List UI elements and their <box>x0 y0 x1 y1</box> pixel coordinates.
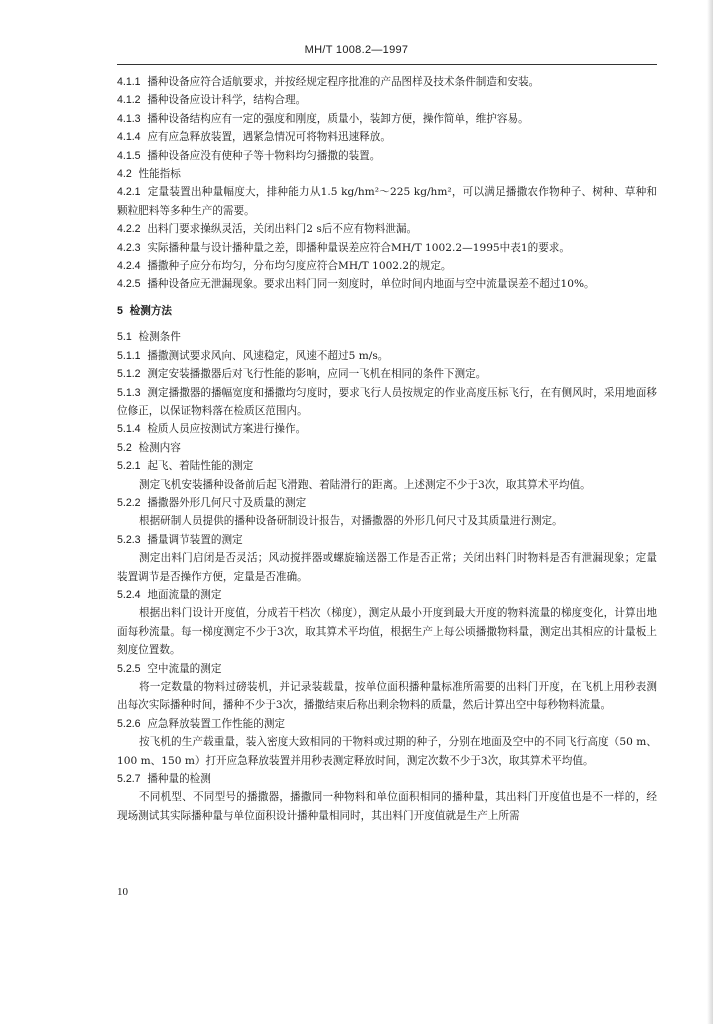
clause-5-2-4-body: 根据出料门设计开度值，分成若干档次（梯度），测定从最小开度到最大开度的物料流量的梯度变化，计算出地面每秒流量。每一梯度测定不少于3次，取其算术平均值，根据生产上每公顷播撒物料量，测定出其相应的计量板上刻度位置数。 <box>117 607 657 657</box>
clause-5-2-7-heading: 5.2.7 播种量的检测 <box>117 773 211 786</box>
clause-5-2-3-heading: 5.2.3 播量调节装置的测定 <box>117 533 243 546</box>
clause-4-2-3: 4.2.3 实际播种量与设计播种量之差，即播种量误差应符合MH/T 1002.2—1995中表1的要求。 <box>117 241 570 254</box>
clause-4-1-1: 4.1.1 播种设备应符合适航要求，并按经规定程序批准的产品图样及技术条件制造和安装。 <box>117 76 540 88</box>
clause-5-2-2-body: 根据研制人员提供的播种设备研制设计报告，对播撒器的外形几何尺寸及其质量进行测定。 <box>139 515 563 528</box>
clause-5-2-4-heading: 5.2.4 地面流量的测定 <box>117 588 222 601</box>
clause-4-1-5: 4.1.5 播种设备应没有使种子等十物料均匀播撒的装置。 <box>117 149 381 162</box>
clause-5-2-2-heading: 5.2.2 播撒器外形几何尺寸及质量的测定 <box>117 496 307 509</box>
clause-5-2-1-body: 测定飞机安装播种设备前后起飞滑跑、着陆滑行的距离。上述测定不少于3次，取其算术平均值。 <box>139 478 591 491</box>
scan-edge-shadow <box>707 0 713 1024</box>
clause-5-1-1: 5.1.1 播撒测试要求风向、风速稳定，风速不超过5 m/s。 <box>117 349 389 362</box>
clause-5-1-4: 5.1.4 检质人员应按测试方案进行操作。 <box>117 423 307 436</box>
clause-4-2-4: 4.2.4 播撒种子应分布均匀，分布均匀度应符合MH/T 1002.2的规定。 <box>117 260 452 273</box>
clause-5-1-3: 5.1.3 测定播撒器的播幅宽度和播撒均匀度时，要求飞行人员按规定的作业高度压标飞行，在有侧风时，采用地面移位修正，以保证物料落在检质区范围内。 <box>117 386 657 417</box>
section-4-2-heading: 4.2 性能指标 <box>117 168 181 181</box>
clause-5-1-2: 5.1.2 测定安装播撒器后对飞行性能的影响，应同一飞机在相同的条件下测定。 <box>117 368 487 381</box>
clause-5-2-6-heading: 5.2.6 应急释放装置工作性能的测定 <box>117 717 286 730</box>
clause-4-1-3: 4.1.3 播种设备结构应有一定的强度和刚度，质量小，装卸方便，操作简单，维护容易。 <box>117 112 529 125</box>
clause-5-2-3-body: 测定出料门启闭是否灵活；风动搅拌器或螺旋输送器工作是否正常；关闭出料门时物料是否有泄漏现象；定量装置调节是否操作方便，定量是否准确。 <box>117 552 657 583</box>
clause-4-1-4: 4.1.4 应有应急释放装置，遇紧急情况可将物料迅速释放。 <box>117 131 391 144</box>
clause-5-2-5-heading: 5.2.5 空中流量的测定 <box>117 662 222 675</box>
clause-5-2-7-body: 不同机型、不同型号的播撒器，播撒同一种物料和单位面积相同的播种量，其出料门开度值也是不一样的，经现场测试其实际播种量与单位面积设计播种量相同时，其出料门开度值就是生产上所需 <box>117 791 657 822</box>
section-5-2-heading: 5.2 检测内容 <box>117 441 181 454</box>
header-rule <box>117 64 657 65</box>
clause-4-2-2: 4.2.2 出料门要求操纵灵活，关闭出料门2 s后不应有物料泄漏。 <box>117 223 418 236</box>
section-5-heading: 5 检测方法 <box>117 304 173 317</box>
clause-4-2-5: 4.2.5 播种设备应无泄漏现象。要求出料门同一刻度时，单位时间内地面与空中流量误差不超过10%。 <box>117 278 595 291</box>
clause-5-2-1-heading: 5.2.1 起飞、着陆性能的测定 <box>117 460 254 473</box>
clause-4-2-1: 4.2.1 定量装置出种量幅度大，排种能力从1.5 kg/hm²～225 kg/hm²，可以满足播撒农作物种子、树种、草种和颗粒肥料等多种生产的需要。 <box>117 186 657 217</box>
document-body <box>117 73 657 825</box>
clause-5-2-5-body: 将一定数量的物料过磅装机，并记录装载量，按单位面积播种量标准所需要的出料门开度，在飞机上用秒表测出每次实际播种时间，播种不少于3次，播撒结束后称出剩余物料的质量，然后计算出空中每秒物料流量。 <box>117 681 657 712</box>
clause-4-1-2: 4.1.2 播种设备应设计科学，结构合理。 <box>117 94 307 107</box>
page-number: 10 <box>117 886 128 898</box>
section-5-1-heading: 5.1 检测条件 <box>117 331 181 344</box>
clause-5-2-6-body: 按飞机的生产载重量，装入密度大致相同的干物料或过期的种子，分别在地面及空中的不同飞行高度（50 m、100 m、150 m）打开应急释放装置并用秒表测定释放时间，测定次数不少于3次，取其算术平均值。 <box>117 736 657 767</box>
document-header: MH/T 1008.2—1997 <box>304 44 409 56</box>
